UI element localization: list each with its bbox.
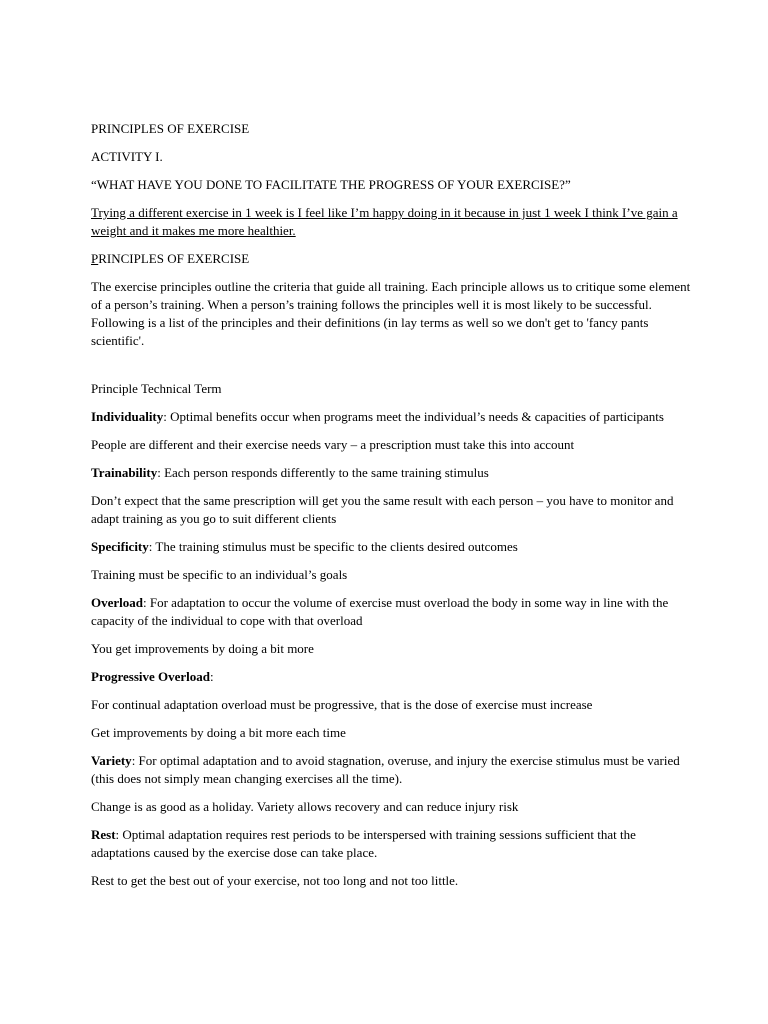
principle-term: Trainability [91,465,158,480]
principle-definition-overload [91,594,691,630]
principle-definition-specificity [91,538,691,556]
activity-label: ACTIVITY I. [91,149,163,164]
spacer [91,360,691,380]
intro-paragraph: The exercise principles outline the criteria that guide all training. Each principle allows us to critique some element of a person’s training. When a person’s training follows the principles well it is most likely to be successful. Following is a list of the principles and their definitions (in lay terms as well so we don't get to 'fancy pants scientific'. [91,279,691,348]
principle-definition-individuality [91,408,691,426]
principle-definition-text: : For adaptation to occur the volume of exercise must overload the body in some way in line with the capacity of the individual to cope with that overload [91,595,669,628]
principle-term: Variety [91,753,132,768]
principle-definition-text: : For optimal adaptation and to avoid stagnation, overuse, and injury the exercise stimulus must be varied (this does not simply mean changing exercises all the time). [91,753,680,786]
activity-question: “WHAT HAVE YOU DONE TO FACILITATE THE PROGRESS OF YOUR EXERCISE?” [91,177,571,192]
principle-term: Overload [91,595,143,610]
principle-lay-variety: Change is as good as a holiday. Variety allows recovery and can reduce injury risk [91,799,519,814]
principle-definition-text: : Optimal benefits occur when programs meet the individual’s needs & capacities of participants [163,409,664,424]
principle-term: Specificity [91,539,149,554]
principle-lay-individuality: People are different and their exercise needs vary – a prescription must take this into account [91,437,575,452]
principle-term: Progressive Overload [91,669,211,684]
document-body [91,120,691,900]
section-heading-rest: RINCIPLES OF EXERCISE [98,251,250,266]
table-header: Principle Technical Term [91,381,222,396]
principle-definition-text: : The training stimulus must be specific to the clients desired outcomes [148,539,518,554]
principle-lay-rest: Rest to get the best out of your exercise, not too long and not too little. [91,873,459,888]
section-heading-initial: P [91,251,99,266]
principle-definition-trainability [91,464,691,482]
activity-answer: Trying a different exercise in 1 week is I feel like I’m happy doing in it because in just 1 week I think I’ve gain a weight and it makes me more healthier. [91,205,678,238]
principle-term: Individuality [91,409,164,424]
principle-lay-trainability: Don’t expect that the same prescription will get you the same result with each person – you have to monitor and adapt training as you go to suit different clients [91,493,674,526]
principle-definition-text: : [210,669,214,684]
principle-definition-variety [91,752,691,788]
principle-lay-overload: You get improvements by doing a bit more [91,641,314,656]
principle-definition-text: : Optimal adaptation requires rest periods to be interspersed with training sessions sufficient that the adaptations caused by the exercise dose can take place. [91,827,636,860]
principle-lay-progressive-overload: Get improvements by doing a bit more each time [91,725,346,740]
document-heading: PRINCIPLES OF EXERCISE [91,121,250,136]
principle-definition-rest [91,826,691,862]
principle-definition-text: : Each person responds differently to the same training stimulus [157,465,489,480]
section-heading [91,250,691,268]
principle-lay-specificity: Training must be specific to an individual’s goals [91,567,348,582]
principle-term: Rest [91,827,116,842]
principle-extra-progressive-overload: For continual adaptation overload must be progressive, that is the dose of exercise must increase [91,697,593,712]
principle-definition-progressive-overload [91,668,691,686]
